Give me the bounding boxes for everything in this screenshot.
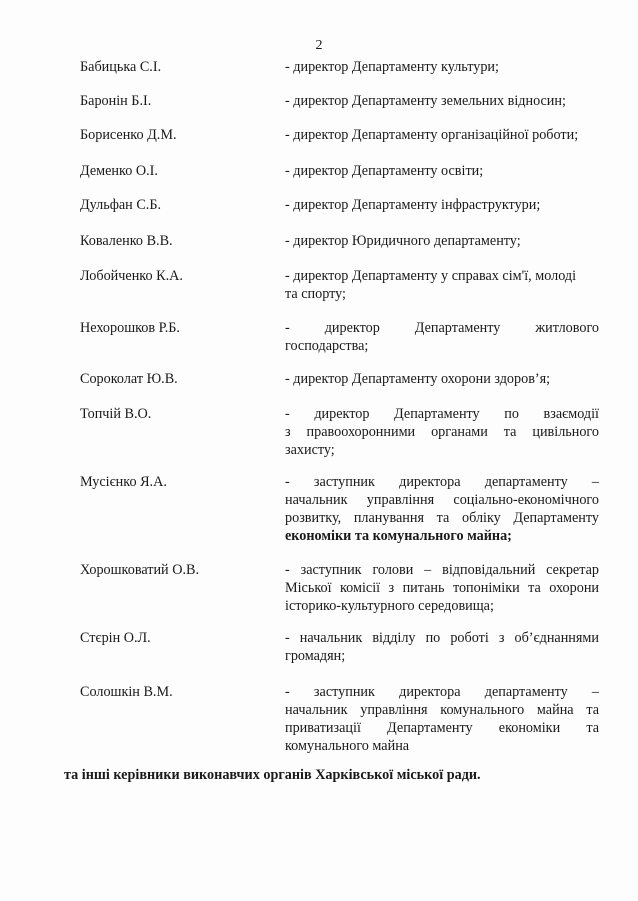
- position-line: та спорту;: [285, 286, 346, 302]
- position-line: захисту;: [285, 442, 335, 458]
- official-name: Борисенко Д.М.: [80, 127, 177, 143]
- position-line: - директор Юридичного департаменту;: [285, 233, 521, 249]
- position-line: - директор Департаменту культури;: [285, 59, 499, 75]
- position-line: - директор Департаменту організаційної роботи;: [285, 127, 579, 143]
- official-name: Коваленко В.В.: [80, 233, 173, 249]
- official-name: Дульфан С.Б.: [80, 197, 162, 213]
- official-name: Солошкін В.М.: [80, 684, 173, 700]
- position-line: - директор Департаменту по взаємодії: [285, 406, 599, 422]
- official-name: Сороколат Ю.В.: [80, 371, 178, 387]
- official-name: Мусієнко Я.А.: [80, 474, 167, 490]
- official-name: Хорошковатий О.В.: [80, 562, 199, 578]
- official-name: Нехорошков Р.Б.: [80, 320, 180, 336]
- closing-statement: та інші керівники виконавчих органів Харківської міської ради.: [64, 767, 481, 783]
- official-name: Деменко О.І.: [80, 163, 158, 179]
- official-position: [285, 629, 599, 665]
- page-number: 2: [315, 38, 323, 53]
- position-line: начальник управління соціально-економічного: [285, 492, 599, 508]
- position-line: Міської комісії з питань топоніміки та охорони: [285, 580, 599, 596]
- position-line: - директор Департаменту у справах сім'ї, молоді: [285, 268, 577, 284]
- position-line: - начальник відділу по роботі з об’єднаннями: [285, 630, 599, 646]
- official-position: [285, 92, 599, 110]
- position-line: - директор Департаменту житлового: [285, 320, 599, 336]
- official-position: [285, 319, 599, 355]
- official-position: [285, 473, 599, 545]
- position-line: розвитку, планування та обліку Департаменту: [285, 510, 599, 526]
- official-name: Топчій В.О.: [80, 406, 152, 422]
- official-position: [285, 267, 599, 303]
- official-position: [285, 561, 599, 615]
- official-name: Баронін Б.І.: [80, 93, 152, 109]
- position-line: начальник управління комунального майна та: [285, 702, 599, 718]
- position-line: громадян;: [285, 648, 346, 664]
- official-position: [285, 405, 599, 459]
- official-position: [285, 126, 599, 144]
- position-line: - директор Департаменту охорони здоров’я;: [285, 371, 551, 387]
- position-line: історико-культурного середовища;: [285, 598, 494, 614]
- position-line: - заступник директора департаменту –: [285, 684, 599, 700]
- position-line: - директор Департаменту інфраструктури;: [285, 197, 541, 213]
- official-position: [285, 370, 599, 388]
- official-name: Лобойченко К.А.: [80, 268, 183, 284]
- position-line: - директор Департаменту земельних відносин;: [285, 93, 566, 109]
- position-line: економіки та комунального майна;: [285, 528, 512, 544]
- official-name: Бабицька С.І.: [80, 59, 162, 75]
- official-name: Стєрін О.Л.: [80, 630, 151, 646]
- official-position: [285, 58, 599, 76]
- position-line: - директор Департаменту освіти;: [285, 163, 484, 179]
- position-line: - заступник директора департаменту –: [285, 474, 599, 490]
- position-line: господарства;: [285, 338, 369, 354]
- position-line: приватизації Департаменту економіки та: [285, 720, 599, 736]
- official-position: [285, 196, 599, 214]
- position-line: комунального майна: [285, 738, 410, 754]
- official-position: [285, 162, 599, 180]
- official-position: [285, 683, 599, 755]
- position-line: з правоохоронними органами та цивільного: [285, 424, 599, 440]
- official-position: [285, 232, 599, 250]
- position-line: - заступник голови – відповідальний секретар: [285, 562, 599, 578]
